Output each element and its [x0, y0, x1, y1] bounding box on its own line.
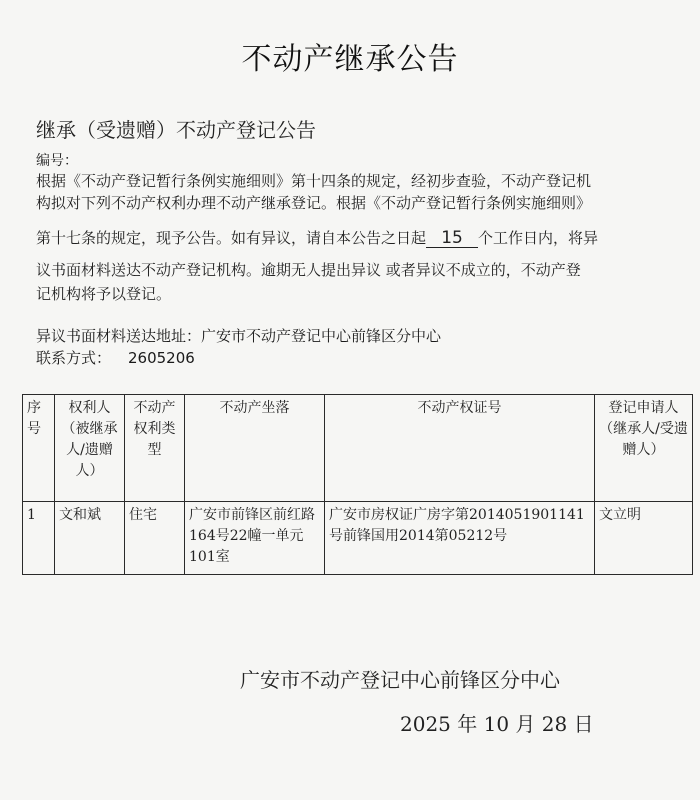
objection-days: 15: [426, 229, 478, 248]
contact-phone: 2605206: [128, 349, 195, 367]
cell-right-type: 住宅: [125, 502, 185, 575]
cell-certificate: 广安市房权证广房字第2014051901141号前锋国用2014第05212号: [325, 502, 595, 575]
contact-label: 联系方式：: [36, 349, 112, 367]
cell-holder: 文和斌: [55, 502, 125, 575]
paragraph-line-2: 构拟对下列不动产权利办理不动产继承登记。根据《不动产登记暂行条例实施细则》: [36, 194, 592, 212]
paragraph-line-1: 根据《不动产登记暂行条例实施细则》第十四条的规定，经初步查验，不动产登记机: [36, 172, 592, 190]
header-applicant: 登记申请人（继承人/受遗赠人）: [595, 395, 693, 502]
paragraph-line-3: [36, 227, 662, 248]
table-header-row: [23, 395, 693, 502]
contact-info: [36, 347, 195, 368]
notice-subtitle: 继承（受遗赠）不动产登记公告: [36, 118, 316, 142]
header-right-type: 不动产权利类型: [125, 395, 185, 502]
paragraph-line-5: 记机构将予以登记。: [36, 285, 172, 303]
signature-date: 2025 年 10 月 28 日: [400, 712, 594, 736]
signature-organization: 广安市不动产登记中心前锋区分中心: [240, 668, 560, 692]
paragraph-line-3-start: 第十七条的规定，现予公告。如有异议，请自本公告之日起: [36, 229, 427, 247]
header-certificate: 不动产权证号: [325, 395, 595, 502]
registration-table: [22, 394, 693, 575]
notice-number-label: 编号：: [36, 153, 78, 169]
page-title: 不动产继承公告: [241, 42, 459, 77]
paragraph-line-3-end: 个工作日内，将异: [478, 229, 599, 247]
cell-applicant: 文立明: [595, 502, 693, 575]
cell-seq: 1: [23, 502, 55, 575]
header-holder: 权利人（被继承人/遗赠人）: [55, 395, 125, 502]
paragraph-line-4: 议书面材料送达不动产登记机构。逾期无人提出异议 或者异议不成立的，不动产登: [36, 261, 581, 279]
header-location: 不动产坐落: [185, 395, 325, 502]
table-row: [23, 502, 693, 575]
header-seq: 序号: [23, 395, 55, 502]
cell-location: 广安市前锋区前红路164号22幢一单元101室: [185, 502, 325, 575]
objection-address: 异议书面材料送达地址：广安市不动产登记中心前锋区分中心: [36, 327, 442, 345]
